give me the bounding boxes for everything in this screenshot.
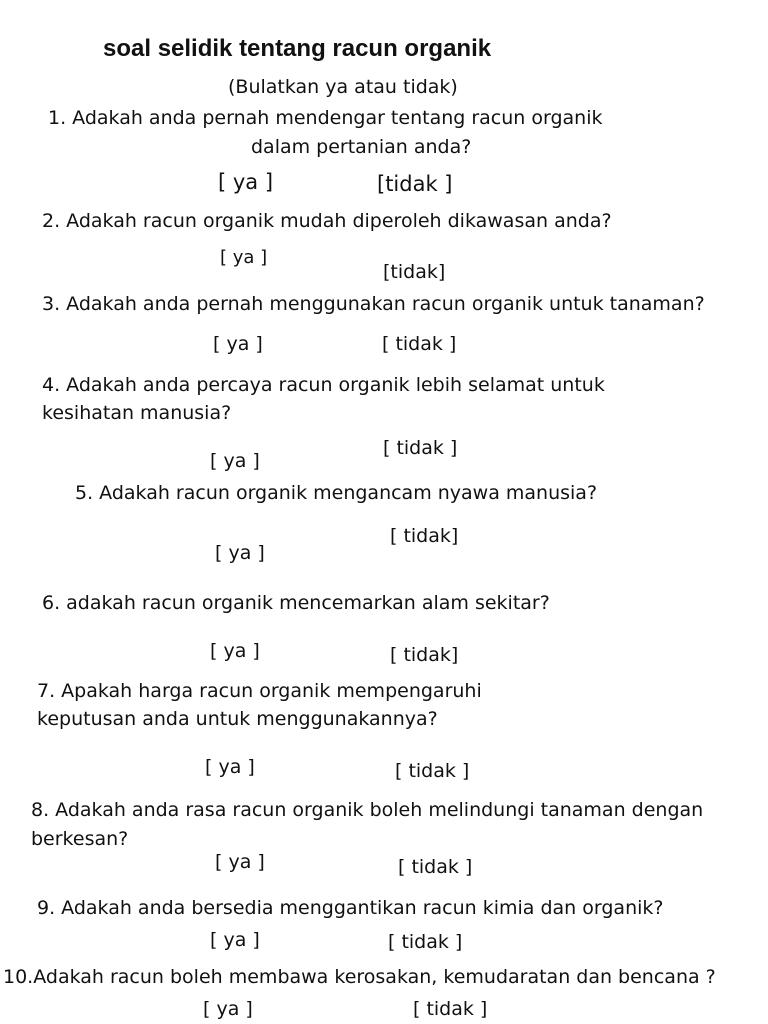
- question-6-tidak-option[interactable]: [ tidak]: [390, 644, 459, 666]
- instruction-text: (Bulatkan ya atau tidak): [228, 76, 458, 98]
- question-6-ya-option[interactable]: [ ya ]: [210, 640, 260, 662]
- question-7-ya-option[interactable]: [ ya ]: [205, 756, 255, 778]
- question-1-line-1: 1. Adakah anda pernah mendengar tentang racun organik: [48, 107, 603, 129]
- question-9-line-1: 9. Adakah anda bersedia menggantikan racun kimia dan organik?: [37, 897, 664, 919]
- question-9-ya-option[interactable]: [ ya ]: [210, 929, 260, 951]
- question-10-tidak-option[interactable]: [ tidak ]: [413, 998, 488, 1020]
- question-5-tidak-option[interactable]: [ tidak]: [390, 525, 459, 547]
- question-7-line-1: 7. Apakah harga racun organik mempengaruhi: [37, 680, 482, 702]
- question-3-tidak-option[interactable]: [ tidak ]: [382, 333, 457, 355]
- question-10-line-1: 10.Adakah racun boleh membawa kerosakan, kemudaratan dan bencana ?: [3, 966, 716, 988]
- question-2-line-1: 2. Adakah racun organik mudah diperoleh dikawasan anda?: [42, 210, 612, 232]
- question-2-tidak-option[interactable]: [tidak]: [383, 261, 446, 283]
- question-1-ya-option[interactable]: [ ya ]: [218, 170, 274, 194]
- question-8-line-2: berkesan?: [31, 828, 129, 850]
- question-3-line-1: 3. Adakah anda pernah menggunakan racun organik untuk tanaman?: [42, 293, 705, 315]
- question-5-line-1: 5. Adakah racun organik mengancam nyawa manusia?: [75, 482, 598, 504]
- question-4-line-1: 4. Adakah anda percaya racun organik lebih selamat untuk: [42, 374, 605, 396]
- question-4-ya-option[interactable]: [ ya ]: [210, 450, 260, 472]
- question-5-ya-option[interactable]: [ ya ]: [215, 542, 265, 564]
- question-8-tidak-option[interactable]: [ tidak ]: [398, 856, 473, 878]
- question-2-ya-option[interactable]: [ ya ]: [220, 247, 268, 268]
- question-4-tidak-option[interactable]: [ tidak ]: [383, 437, 458, 459]
- question-6-line-1: 6. adakah racun organik mencemarkan alam sekitar?: [42, 592, 550, 614]
- question-7-tidak-option[interactable]: [ tidak ]: [395, 760, 470, 782]
- question-1-tidak-option[interactable]: [tidak ]: [377, 172, 453, 196]
- page-title: soal selidik tentang racun organik: [103, 35, 492, 62]
- question-3-ya-option[interactable]: [ ya ]: [213, 333, 263, 355]
- question-8-ya-option[interactable]: [ ya ]: [215, 851, 265, 873]
- question-8-line-1: 8. Adakah anda rasa racun organik boleh melindungi tanaman dengan: [31, 799, 704, 821]
- question-10-ya-option[interactable]: [ ya ]: [203, 998, 253, 1020]
- question-1-line-2: dalam pertanian anda?: [251, 136, 472, 158]
- question-9-tidak-option[interactable]: [ tidak ]: [388, 931, 463, 953]
- question-7-line-2: keputusan anda untuk menggunakannya?: [37, 708, 438, 730]
- question-4-line-2: kesihatan manusia?: [42, 402, 232, 424]
